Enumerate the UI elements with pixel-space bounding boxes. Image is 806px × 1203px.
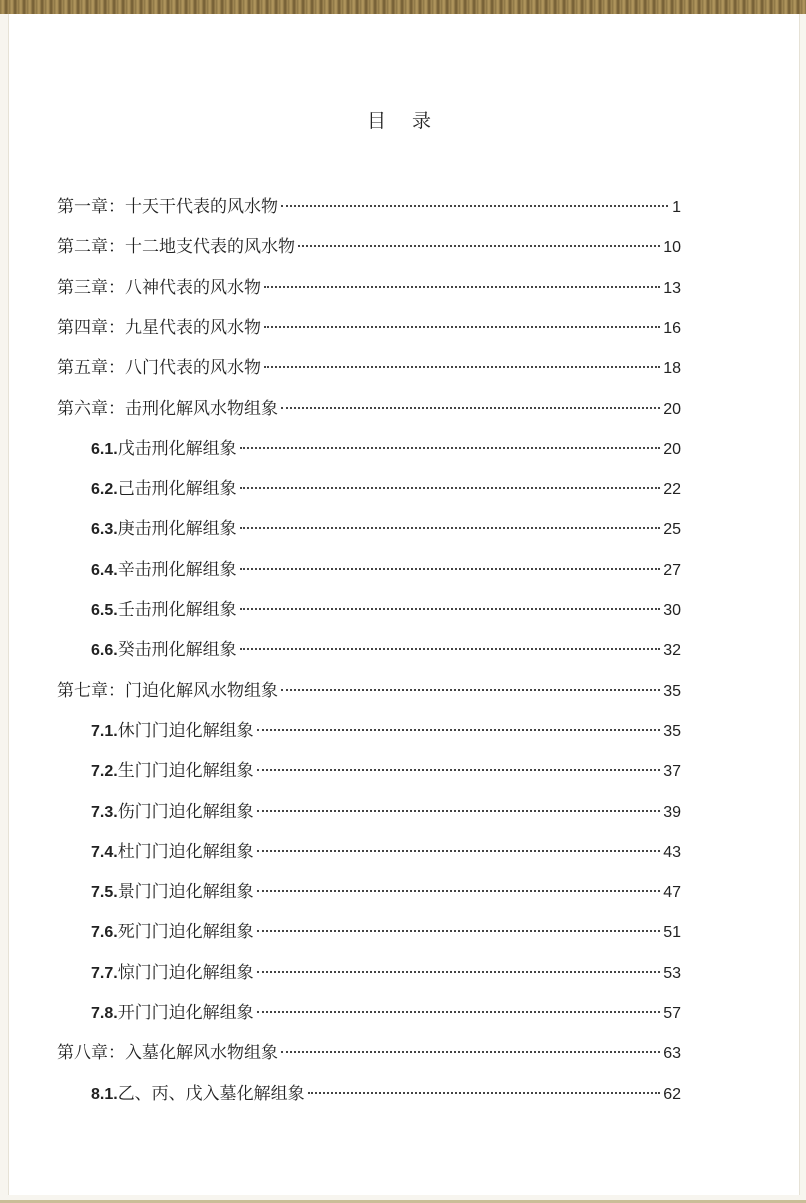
dot-leader xyxy=(308,1092,661,1094)
dot-leader xyxy=(240,568,661,570)
toc-section-entry[interactable] xyxy=(91,635,681,665)
toc-entry-text: 乙、丙、戊入墓化解组象 xyxy=(117,1083,305,1104)
toc-section-entry[interactable] xyxy=(91,958,681,988)
toc-page-number: 63 xyxy=(663,1045,681,1063)
toc-page-number: 57 xyxy=(663,1005,681,1022)
toc-entry-label xyxy=(91,1079,305,1110)
toc-section-number: 6.2. xyxy=(91,481,118,499)
toc-section-number: 8.1. xyxy=(91,1085,118,1103)
toc-entry-label xyxy=(91,434,237,465)
dot-leader xyxy=(257,1011,661,1013)
toc-title: 目 录 xyxy=(366,110,442,132)
toc-entry-label xyxy=(91,474,237,505)
toc-chapter-entry[interactable] xyxy=(57,273,681,303)
dot-leader xyxy=(257,729,661,731)
toc-entry-label xyxy=(91,716,254,747)
toc-section-number: 7.6. xyxy=(91,924,118,942)
toc-section-number: 6.3. xyxy=(91,521,118,539)
toc-page-number: 47 xyxy=(663,884,681,902)
toc-chapter-entry[interactable] xyxy=(57,1038,681,1068)
toc-entry-text: 第三章：八神代表的风水物 xyxy=(57,277,261,298)
toc-entry-text: 戊击刑化解组象 xyxy=(117,438,237,459)
dot-leader xyxy=(257,769,661,771)
toc-entry-text: 生门门迫化解组象 xyxy=(117,761,254,782)
dot-leader xyxy=(240,648,661,650)
toc-entry-text: 休门门迫化解组象 xyxy=(117,720,254,741)
dot-leader xyxy=(240,447,661,449)
toc-page-number: 27 xyxy=(663,561,681,579)
dot-leader xyxy=(257,890,661,892)
toc-entry-label xyxy=(91,917,254,948)
toc-chapter-entry[interactable] xyxy=(57,676,681,706)
toc-section-number: 7.1. xyxy=(91,722,118,740)
toc-entry-text: 第二章：十二地支代表的风水物 xyxy=(57,237,295,258)
toc-entry-label xyxy=(91,998,254,1029)
toc-entry-text: 开门门迫化解组象 xyxy=(117,1003,254,1023)
toc-section-entry[interactable] xyxy=(91,434,681,464)
dot-leader xyxy=(240,608,661,610)
toc-page-number: 35 xyxy=(663,682,681,700)
toc-entry-label xyxy=(91,555,237,586)
toc-section-number: 7.8. xyxy=(91,1005,118,1022)
toc-page-number: 20 xyxy=(663,400,681,418)
dot-leader xyxy=(240,487,661,489)
toc-entry-text: 惊门门迫化解组象 xyxy=(117,962,254,983)
toc-section-number: 7.7. xyxy=(91,964,118,982)
toc-entry-label xyxy=(57,273,261,303)
toc-entry-label xyxy=(57,1038,278,1068)
toc-entry-text: 壬击刑化解组象 xyxy=(117,600,237,620)
dot-leader xyxy=(257,810,661,812)
toc-entry-text: 己击刑化解组象 xyxy=(117,479,237,500)
dot-leader xyxy=(257,971,661,973)
toc-section-entry[interactable] xyxy=(91,595,681,625)
toc-page-number: 13 xyxy=(663,279,681,297)
toc-entry-text: 景门门迫化解组象 xyxy=(117,882,254,903)
toc-section-number: 6.5. xyxy=(91,602,118,619)
toc-entry-label xyxy=(57,232,295,262)
toc-section-entry[interactable] xyxy=(91,877,681,907)
toc-chapter-entry[interactable] xyxy=(57,313,681,343)
toc-chapter-entry[interactable] xyxy=(57,232,681,262)
toc-entry-text: 第四章：九星代表的风水物 xyxy=(57,317,261,338)
dot-leader xyxy=(298,245,660,247)
dot-leader xyxy=(257,930,661,932)
toc-entry-label xyxy=(57,192,278,222)
toc-entry-text: 第六章：击刑化解风水物组象 xyxy=(57,398,278,419)
toc-entry-label xyxy=(57,394,278,424)
toc-entry-text: 第一章：十天干代表的风水物 xyxy=(57,197,278,217)
toc-page-number: 18 xyxy=(663,360,681,378)
toc-section-entry[interactable] xyxy=(91,756,681,786)
dot-leader xyxy=(281,205,668,207)
toc-entry-text: 庚击刑化解组象 xyxy=(117,519,237,540)
toc-page-number: 35 xyxy=(663,722,681,740)
dot-leader xyxy=(264,326,660,328)
toc-entry-label xyxy=(91,797,254,828)
toc-page-number: 39 xyxy=(663,803,681,821)
toc-page-number: 37 xyxy=(663,763,681,781)
toc-entry-label xyxy=(57,676,278,706)
toc-section-number: 7.4. xyxy=(91,843,118,861)
toc-chapter-entry[interactable] xyxy=(57,353,681,383)
toc-page-number: 16 xyxy=(663,319,681,337)
toc-page-number: 51 xyxy=(663,924,681,942)
toc-section-number: 7.3. xyxy=(91,803,118,821)
toc-section-entry[interactable] xyxy=(91,837,681,867)
toc-page-number: 30 xyxy=(663,602,681,619)
toc-section-entry[interactable] xyxy=(91,555,681,585)
toc-entry-label xyxy=(91,635,237,666)
toc-entry-label xyxy=(91,756,254,787)
toc-entry-text: 死门门迫化解组象 xyxy=(117,922,254,943)
toc-page-number: 10 xyxy=(663,239,681,257)
toc-entry-text: 辛击刑化解组象 xyxy=(117,559,237,580)
toc-chapter-entry[interactable] xyxy=(57,192,681,222)
toc-section-number: 6.6. xyxy=(91,642,118,660)
toc-entry-text: 第五章：八门代表的风水物 xyxy=(57,358,261,379)
toc-entry-text: 癸击刑化解组象 xyxy=(117,640,237,661)
toc-section-number: 6.1. xyxy=(91,440,118,458)
dot-leader xyxy=(281,689,660,691)
toc-entry-label xyxy=(57,353,261,383)
toc-entry-label xyxy=(91,595,237,626)
dot-leader xyxy=(281,407,660,409)
toc-section-entry[interactable] xyxy=(91,716,681,746)
dot-leader xyxy=(281,1051,660,1053)
dot-leader xyxy=(257,850,661,852)
toc-page-number: 62 xyxy=(663,1085,681,1103)
toc-page-number: 43 xyxy=(663,843,681,861)
toc-page-number: 20 xyxy=(663,440,681,458)
dot-leader xyxy=(264,286,660,288)
toc-entry-text: 第七章：门迫化解风水物组象 xyxy=(57,680,278,701)
toc-page-number: 32 xyxy=(663,642,681,660)
toc-entry-text: 伤门门迫化解组象 xyxy=(117,801,254,822)
toc-section-entry[interactable] xyxy=(91,998,681,1028)
toc-entry-label xyxy=(91,514,237,545)
toc-page-number: 53 xyxy=(663,964,681,982)
toc-section-entry[interactable] xyxy=(91,917,681,947)
toc-section-number: 7.5. xyxy=(91,884,118,902)
toc-section-number: 7.2. xyxy=(91,763,118,781)
toc-entry-label xyxy=(57,313,261,343)
toc-page-number: 1 xyxy=(672,199,681,216)
toc-entry-label xyxy=(91,837,254,868)
dot-leader xyxy=(264,366,660,368)
toc-entry-label xyxy=(91,877,254,908)
toc-section-entry[interactable] xyxy=(91,514,681,544)
toc-page-number: 22 xyxy=(663,481,681,499)
toc-entry-label xyxy=(91,958,254,989)
toc-section-number: 6.4. xyxy=(91,561,118,579)
document-page xyxy=(8,14,800,1195)
toc-section-entry[interactable] xyxy=(91,1079,681,1109)
dot-leader xyxy=(240,527,661,529)
toc-entry-text: 杜门门迫化解组象 xyxy=(117,841,254,862)
toc-chapter-entry[interactable] xyxy=(57,394,681,424)
toc-section-entry[interactable] xyxy=(91,797,681,827)
decorative-top-band xyxy=(0,0,806,14)
toc-entry-text: 第八章：入墓化解风水物组象 xyxy=(57,1043,278,1064)
toc-section-entry[interactable] xyxy=(91,474,681,504)
toc-page-number: 25 xyxy=(663,521,681,539)
